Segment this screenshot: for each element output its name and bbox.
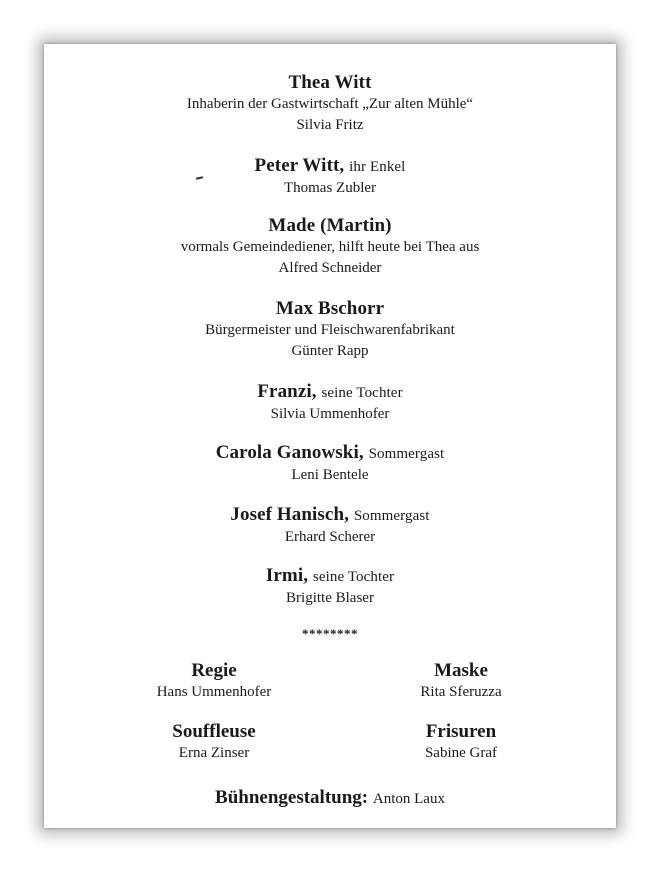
cast-entry-franzi — [44, 381, 616, 425]
character-name — [44, 442, 616, 465]
program-page — [44, 44, 616, 828]
actor-name: Günter Rapp — [291, 343, 369, 359]
character-inline-role: seine Tochter — [321, 385, 403, 401]
actor-name: Thomas Zubler — [283, 180, 377, 196]
cast-entry-carola-ganowski — [44, 442, 616, 486]
character-name — [44, 155, 616, 178]
character-inline-role: ihr Enkel — [349, 159, 406, 175]
character-name: Max Bschorr — [275, 298, 385, 319]
cast-entry-josef-hanisch — [44, 504, 616, 548]
actor-name: Erhard Scherer — [284, 529, 376, 545]
crew-title: Maske — [434, 660, 488, 681]
stage-design-credit — [44, 787, 616, 810]
actor-name: Brigitte Blaser — [286, 590, 374, 606]
crew-title: Frisuren — [425, 721, 497, 742]
character-name-text: Franzi, — [257, 381, 317, 402]
crew-regie — [96, 660, 332, 703]
character-name-text: Josef Hanisch, — [230, 504, 349, 525]
crew-person: Erna Zinser — [178, 745, 250, 761]
cast-entry-made-martin — [44, 215, 616, 279]
crew-person: Hans Ummenhofer — [156, 684, 272, 700]
character-name-text: Irmi, — [265, 565, 309, 586]
stage-design-person: Anton Laux — [372, 791, 445, 807]
character-description: Inhaberin der Gastwirtschaft „Zur alten Mühle“ — [186, 96, 474, 112]
crew-title: Souffleuse — [172, 721, 256, 742]
crew-maske — [346, 660, 576, 703]
character-name: Made (Martin) — [268, 215, 392, 236]
section-separator: ******** — [302, 626, 358, 641]
cast-entry-max-bschorr — [44, 298, 616, 362]
character-name — [44, 381, 616, 404]
crew-souffleuse — [96, 721, 332, 764]
crew-title: Regie — [191, 660, 237, 681]
character-inline-role: Sommergast — [368, 446, 445, 462]
character-inline-role: Sommergast — [353, 508, 430, 524]
character-name-text: Peter Witt, — [254, 155, 345, 176]
actor-name: Silvia Fritz — [296, 117, 364, 133]
crew-person: Rita Sferuzza — [420, 684, 502, 700]
character-name: Thea Witt — [288, 72, 372, 93]
cast-entry-thea-witt — [44, 72, 616, 136]
stage-design-title: Bühnengestaltung: — [215, 787, 369, 808]
actor-name: Silvia Ummenhofer — [270, 406, 390, 422]
character-name-text: Carola Ganowski, — [215, 442, 364, 463]
character-description: Bürgermeister und Fleischwarenfabrikant — [205, 322, 455, 338]
character-name — [44, 504, 616, 527]
cast-entry-irmi — [44, 565, 616, 609]
crew-person: Sabine Graf — [424, 745, 498, 761]
character-name — [44, 565, 616, 588]
character-description: vormals Gemeindediener, hilft heute bei Thea aus — [180, 239, 480, 255]
cast-entry-peter-witt — [44, 155, 616, 199]
actor-name: Alfred Schneider — [278, 260, 382, 276]
crew-frisuren — [346, 721, 576, 764]
character-inline-role: seine Tochter — [312, 569, 395, 585]
actor-name: Leni Bentele — [291, 467, 369, 483]
